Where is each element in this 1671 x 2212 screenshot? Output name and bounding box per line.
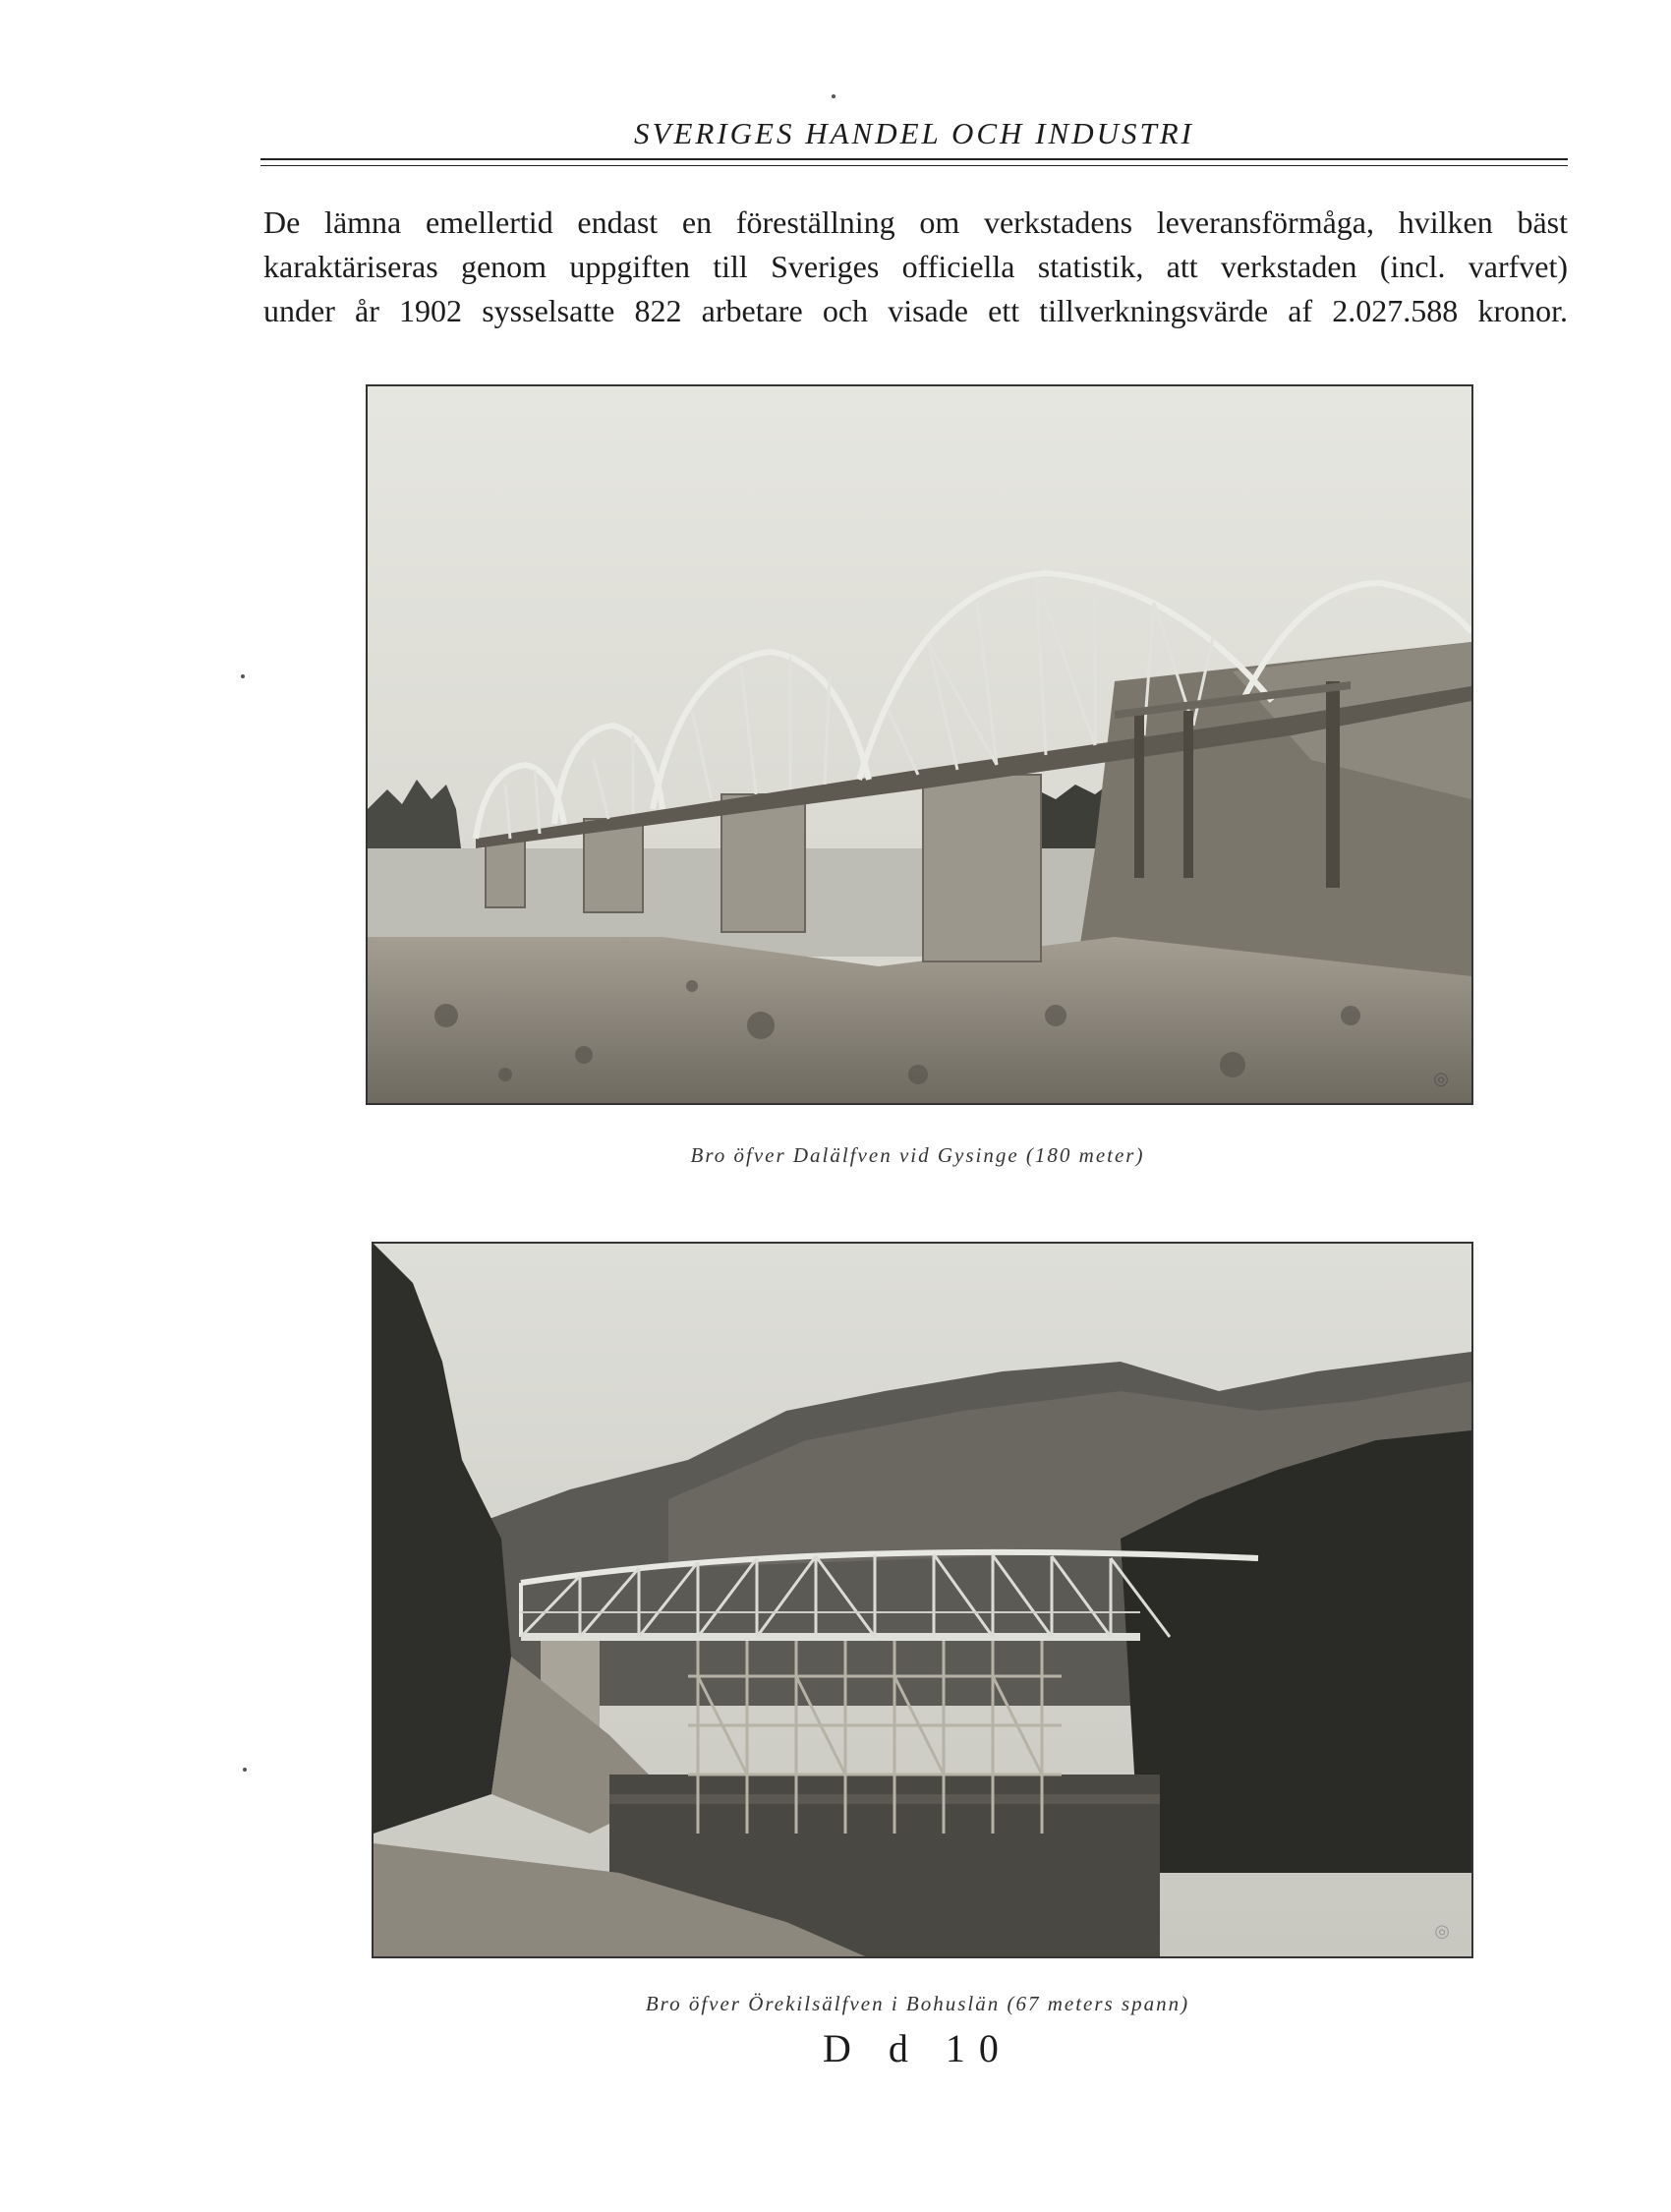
running-title: SVERIGES HANDEL OCH INDUSTRI xyxy=(634,116,1194,150)
publisher-mark: ◎ xyxy=(1434,1921,1450,1942)
print-speck xyxy=(243,1768,247,1772)
body-line: De lämna emellertid endast en föreställning om verkstadens leveransförmåga, hvilken bäst xyxy=(263,204,1568,240)
body-line: karaktäriseras genom uppgiften till Sveriges officiella statistik, att verkstaden (incl. varfvet) xyxy=(263,249,1568,284)
photo-bridge-orekil xyxy=(372,1242,1473,1958)
figure-caption: Bro öfver Örekilsälfven i Bohuslän (67 meters spann) xyxy=(645,1992,1190,2015)
print-speck xyxy=(241,674,245,678)
header-rule xyxy=(260,158,1568,160)
print-speck xyxy=(832,94,836,98)
header-rule-thin xyxy=(260,165,1568,166)
publisher-mark: ◎ xyxy=(1433,1069,1449,1089)
page-number: D d 10 xyxy=(823,2026,1012,2070)
body-paragraph xyxy=(263,201,1568,333)
body-line: under år 1902 sysselsatte 822 arbetare och visade ett tillverkningsvärde af 2.027.588 kronor. xyxy=(263,293,1568,328)
figure-caption: Bro öfver Dalälfven vid Gysinge (180 meter) xyxy=(690,1143,1145,1167)
photo-bridge-gysinge xyxy=(366,384,1473,1105)
